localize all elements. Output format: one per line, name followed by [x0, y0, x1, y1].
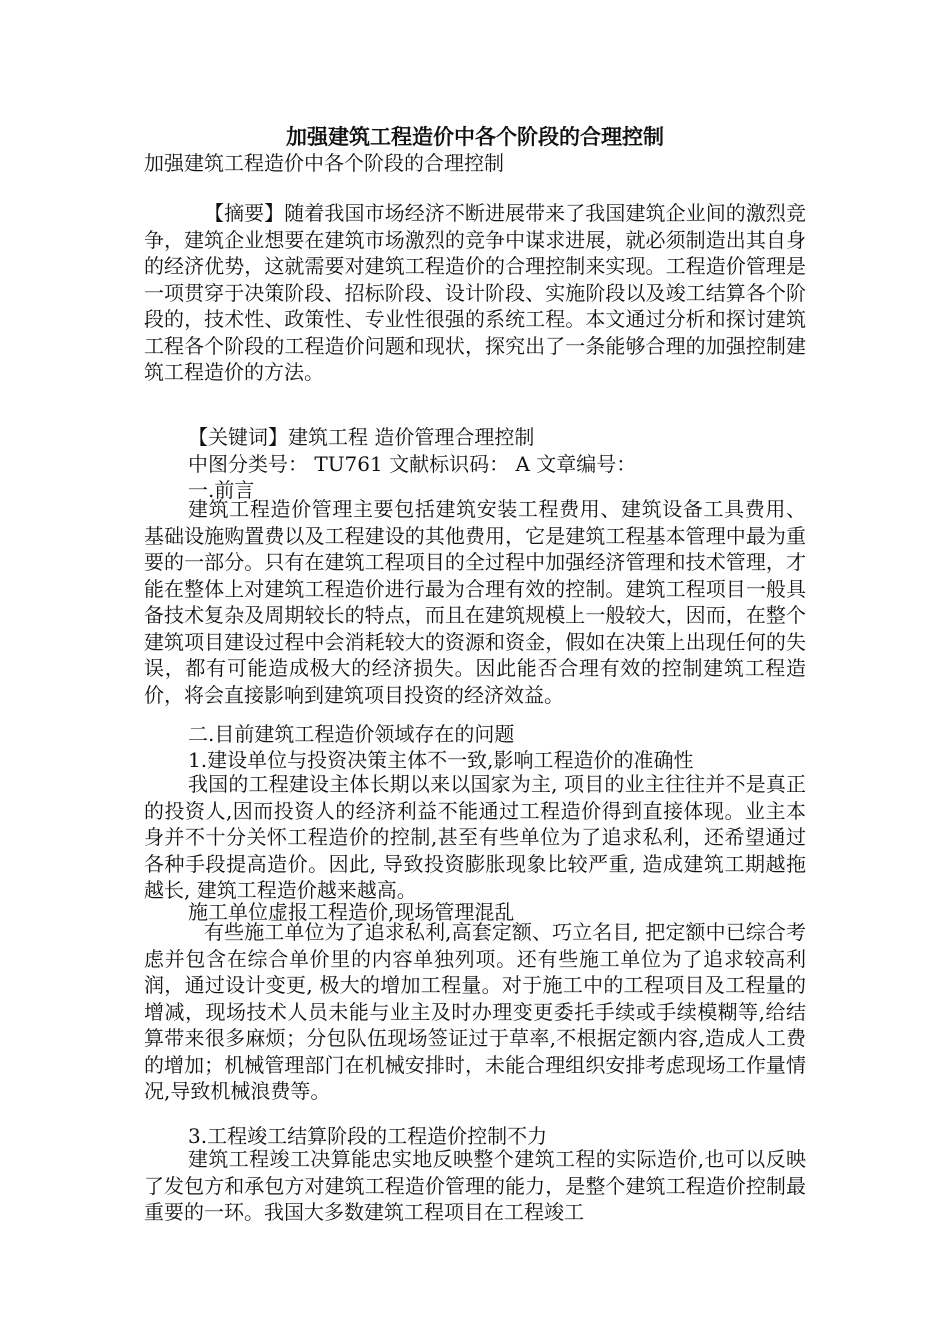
abstract-paragraph: 【摘要】随着我国市场经济不断进展带来了我国建筑企业间的激烈竞争，建筑企业想要在建筑市场激烈的竞争中谋求进展，就必须制造出其自身的经济优势，这就需要对建筑工程造价的合理控制来实现。工程造价管理是一项贯穿于决策阶段、招标阶段、设计阶段、实施阶段以及竣工结算各个阶段的，技术性、政策性、专业性很强的系统工程。本文通过分析和探讨建筑工程各个阶段的工程造价问题和现状，探究出了一条能够合理的加强控制建筑工程造价的方法。 — [144, 201, 806, 384]
classification-line: 中图分类号： TU761 文献标识码： A 文章编号： — [188, 452, 637, 476]
section-heading-problems: 二.目前建筑工程造价领域存在的问题 — [188, 722, 515, 746]
intro-paragraph: 建筑工程造价管理主要包括建筑安装工程费用、建筑设备工具费用、基础设施购置费以及工程建设的其他费用，它是建筑工程基本管理中最为重要的一部分。只有在建筑工程项目的全过程中加强经济管理和技术管理，才能在整体上对建筑工程造价进行最为合理有效的控制。建筑工程项目一般具备技术复杂及周期较长的特点，而且在建筑规模上一般较大，因而，在整个建筑项目建设过程中会消耗较大的资源和资金，假如在决策上出现任何的失误，都有可能造成极大的经济损失。因此能否合理有效的控制建筑工程造价，将会直接影响到建筑项目投资的经济效益。 — [144, 497, 806, 707]
subsection-2-paragraph: 有些施工单位为了追求私利,高套定额、巧立名目, 把定额中已综合考虑并包含在综合单价里的内容单独列项。还有些施工单位为了追求较高利润，通过设计变更, 极大的增加工程量。对于施工中的工程项目及工程量的增减，现场技术人员未能与业主及时办理变更委托手续或手续模糊等,给结算带来很多麻烦；分包队伍现场签证过于草率,不根据定额内容,造成人工费的增加；机械管理部门在机械安排时，未能合理组织安排考虑现场工作量情况,导致机械浪费等。 — [144, 920, 806, 1103]
document-subtitle: 加强建筑工程造价中各个阶段的合理控制 — [144, 151, 504, 175]
subsection-heading-1: 1.建设单位与投资决策主体不一致,影响工程造价的准确性 — [188, 748, 694, 772]
subsection-3-paragraph: 建筑工程竣工决算能忠实地反映整个建筑工程的实际造价,也可以反映了发包方和承包方对建筑工程造价管理的能力，是整个建筑工程造价控制最重要的一环。我国大多数建筑工程项目在工程竣工 — [144, 1147, 806, 1224]
document-title: 加强建筑工程造价中各个阶段的合理控制 — [286, 124, 664, 149]
subsection-heading-2: 施工单位虚报工程造价,现场管理混乱 — [188, 900, 515, 924]
section-heading-intro: 一.前言 — [188, 478, 255, 502]
subsection-heading-3: 3.工程竣工结算阶段的工程造价控制不力 — [188, 1124, 548, 1148]
keywords-line: 【关键词】建筑工程 造价管理合理控制 — [188, 425, 535, 449]
subsection-1-paragraph: 我国的工程建设主体长期以来以国家为主, 项目的业主往往并不是真正的投资人,因而投资人的经济利益不能通过工程造价得到直接体现。业主本身并不十分关怀工程造价的控制,甚至有些单位为了追求私利，还希望通过各种手段提高造价。因此, 导致投资膨胀现象比较严重, 造成建筑工期越拖越长, 建筑工程造价越来越高。 — [144, 772, 806, 902]
